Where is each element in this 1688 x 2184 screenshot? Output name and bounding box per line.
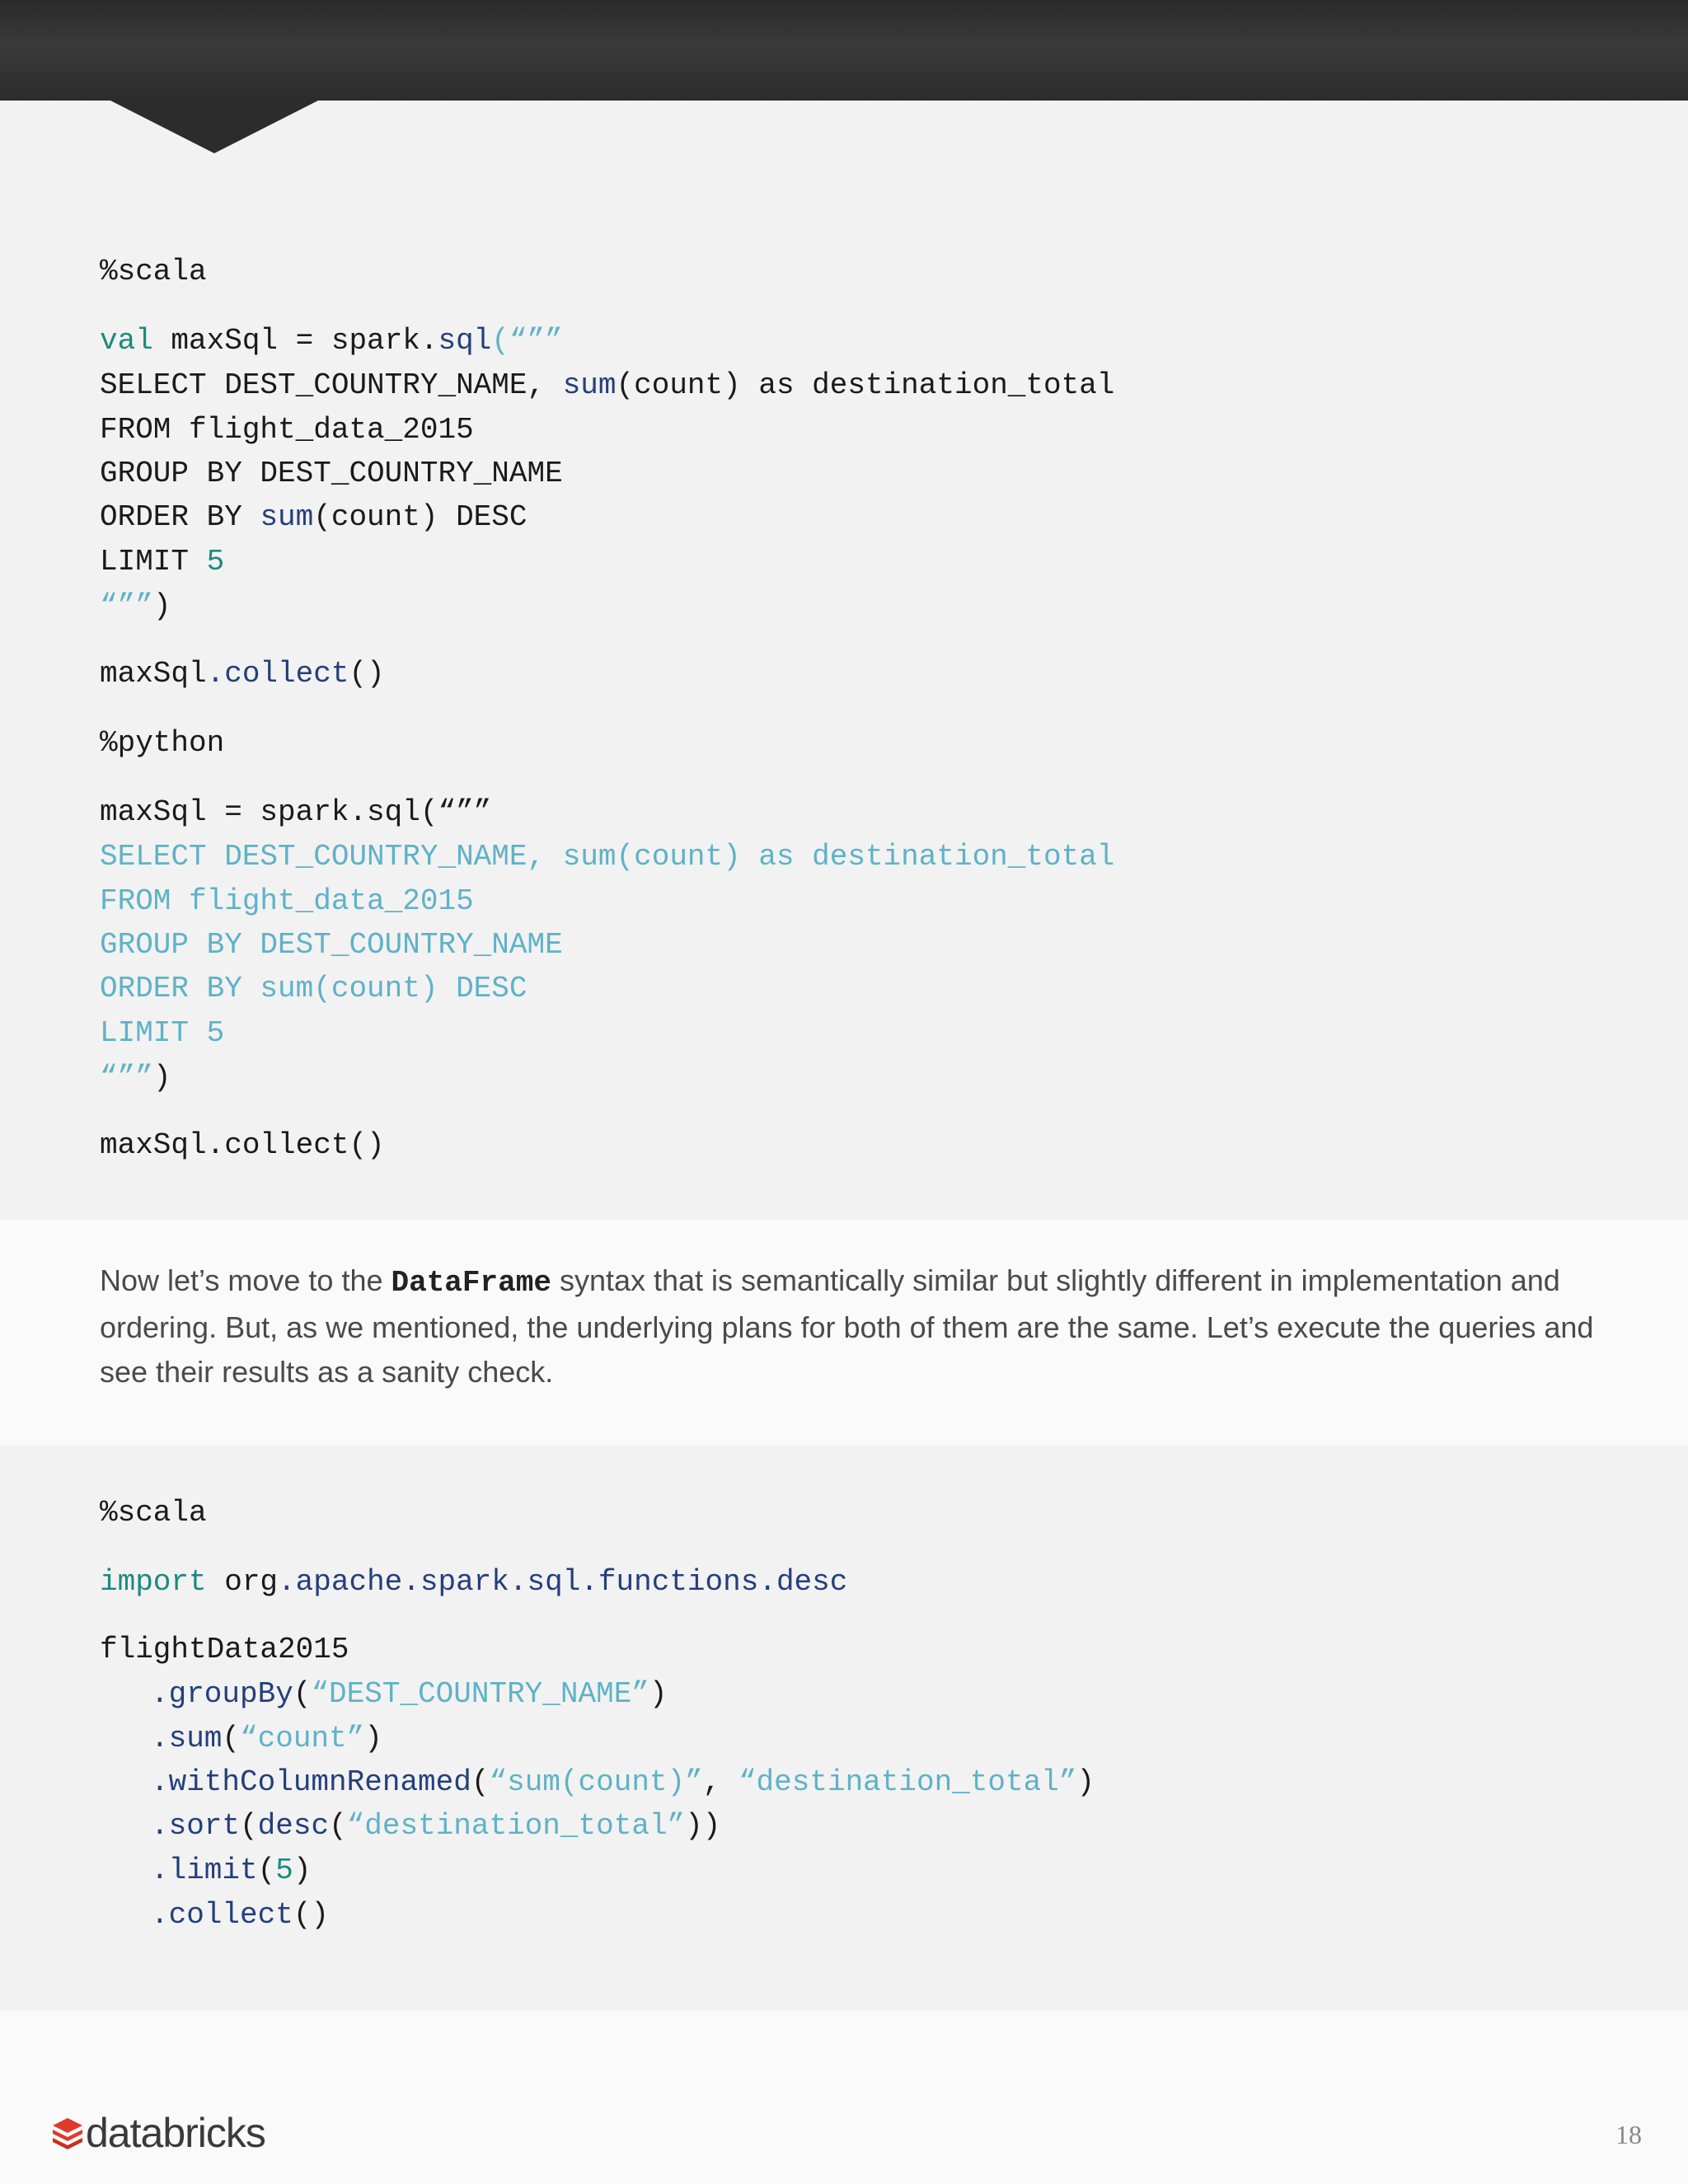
code-line [100,1060,171,1096]
code-token: val [100,324,153,358]
code-line: FROM flight_data_2015 [100,884,474,918]
header-notch [110,101,318,153]
code-token: ) [649,1677,668,1711]
code-token: ) [1076,1765,1095,1799]
databricks-logo-icon [49,2115,86,2151]
code-token: .collect [206,657,349,691]
code-token: “DEST_COUNTRY_NAME” [311,1677,649,1711]
code-token: .sum [151,1722,223,1755]
code-line [100,588,171,625]
code-line [100,1564,847,1601]
code-token: )) [685,1809,721,1843]
code-line: SELECT DEST_COUNTRY_NAME, sum(count) as destination_total [100,840,1115,874]
code-token: ) [364,1722,382,1755]
code-content [100,1495,1095,1934]
databricks-logo [49,2108,265,2158]
code-token: ) [152,1061,171,1094]
code-token: “”” [100,1061,153,1094]
code-token: sql [438,324,492,358]
code-token: , [702,1765,738,1799]
code-token: () [349,657,385,691]
code-token: desc [257,1809,330,1843]
code-block-dataframe [0,1446,1688,2011]
code-token: .limit [151,1854,258,1887]
code-token: (count) as destination_total [616,368,1115,402]
code-token: ( [471,1765,490,1799]
code-token: SELECT DEST_COUNTRY_NAME, [100,368,563,402]
code-line [151,1897,329,1933]
code-token: .collect [151,1898,293,1932]
code-line [151,1721,382,1757]
code-token: LIMIT [100,545,207,579]
code-token: “destination_total” [346,1809,686,1843]
code-token: () [293,1898,330,1932]
paragraph-text: syntax that is semantically similar but slightly different in implementation and ordering. But, as we mentioned, the underlying plans for both of them are the same. Let’s execute the queries and see their results as a sanity check. [100,1263,1594,1389]
code-line: GROUP BY DEST_COUNTRY_NAME [100,457,563,490]
code-token: ( [240,1809,258,1843]
code-line [100,368,1114,404]
cell-tag-python: %python [100,726,225,760]
code-token: ( [257,1854,276,1887]
code-line: GROUP BY DEST_COUNTRY_NAME [100,928,563,962]
code-token: “sum(count)” [489,1765,703,1799]
code-line [151,1853,311,1889]
code-line [100,323,563,359]
code-line: FROM flight_data_2015 [100,413,474,447]
code-line: flightData2015 [100,1633,349,1666]
body-paragraph [100,1258,1608,1394]
code-line: maxSql.collect() [100,1128,385,1162]
code-line [100,499,528,536]
code-token: ) [293,1854,312,1887]
cell-tag-scala: %scala [100,255,207,288]
header-band [0,0,1688,101]
code-token: maxSql = spark. [152,324,438,358]
code-line [151,1676,668,1713]
code-line [151,1808,720,1844]
code-token: .groupBy [151,1677,293,1711]
code-line [100,544,224,580]
paragraph-text: Now let’s move to the [100,1263,392,1297]
code-token: ) [152,589,171,623]
code-line: LIMIT 5 [100,1016,225,1050]
code-token: 5 [275,1854,293,1887]
code-block-sql-queries [0,101,1688,1220]
code-token: ( [293,1677,312,1711]
code-token: sum [562,368,617,402]
code-token: org [206,1565,279,1599]
code-token: sum [260,500,314,534]
code-token: “destination_total” [738,1765,1077,1799]
code-token: import [100,1565,207,1599]
code-line: maxSql = spark.sql(“”” [100,795,492,829]
code-token: (count) DESC [313,500,528,534]
code-token: ( [222,1722,241,1755]
code-token: ( [329,1809,347,1843]
code-token: .withColumnRenamed [151,1765,471,1799]
code-token: (“”” [491,324,563,358]
code-line: ORDER BY sum(count) DESC [100,972,528,1005]
page-number: 18 [1615,2120,1642,2149]
code-content [100,254,1115,1162]
cell-tag-scala: %scala [100,1496,207,1530]
code-token: maxSql [100,657,207,691]
code-token: 5 [206,545,225,579]
code-token: “”” [100,589,153,623]
code-line [100,656,385,692]
code-token: ORDER BY [100,500,260,534]
inline-code: DataFrame [391,1266,551,1300]
code-token: .apache.spark.sql.functions.desc [278,1565,848,1599]
code-line [151,1765,1095,1801]
logo-wordmark: databricks [86,2110,265,2156]
code-token: “count” [240,1722,365,1755]
code-token: .sort [151,1809,241,1843]
